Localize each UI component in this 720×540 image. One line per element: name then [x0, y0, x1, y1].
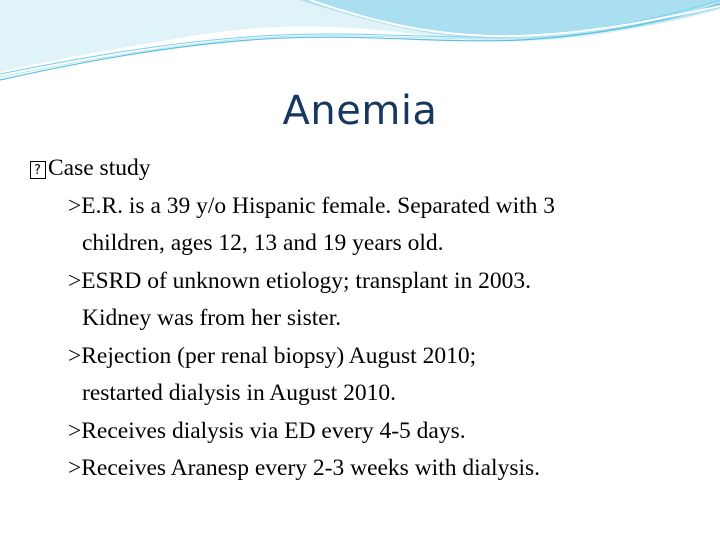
- body-line-8: >Receives Aranesp every 2-3 weeks with dialysis.: [68, 455, 541, 481]
- body-line-4: Kidney was from her sister.: [82, 305, 342, 331]
- body-line-1: >E.R. is a 39 y/o Hispanic female. Separated with 3: [68, 192, 556, 219]
- body-line-5: >Rejection (per renal biopsy) August 2010;: [68, 342, 477, 369]
- body-line-3: >ESRD of unknown etiology; transplant in 2003.: [68, 267, 531, 294]
- bullet-case-study: [30, 150, 690, 188]
- wave-header-decoration: [0, 0, 720, 90]
- missing-glyph-bullet-icon: [30, 161, 46, 179]
- body-line-7: >Receives dialysis via ED every 4-5 days.: [68, 417, 466, 444]
- body-line-6: restarted dialysis in August 2010.: [82, 380, 396, 406]
- bullet-label: Case study: [48, 155, 151, 181]
- slide-body: [30, 150, 690, 488]
- body-line-2: children, ages 12, 13 and 19 years old.: [82, 230, 444, 256]
- slide-title: Anemia: [282, 88, 438, 134]
